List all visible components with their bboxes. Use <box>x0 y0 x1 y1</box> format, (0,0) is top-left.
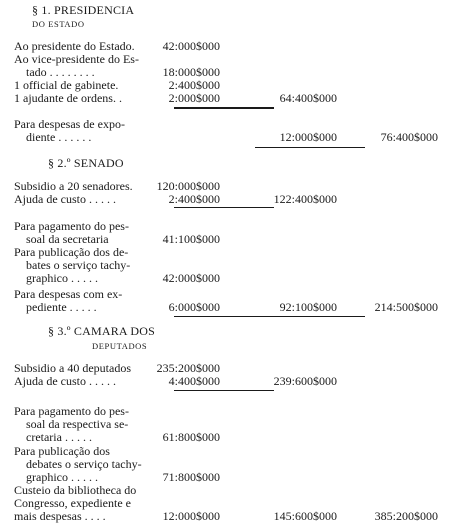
sum-rule <box>174 390 274 391</box>
row-label: diente . . . . . . <box>26 130 92 144</box>
amount-col1: 41:100$000 <box>162 232 220 246</box>
section-1-title: § 1. PRESIDENCIA <box>32 3 135 17</box>
amount-col2: 12:000$000 <box>279 130 337 144</box>
row-label: graphico . . . . . <box>26 271 98 285</box>
row-label: 1 ajudante de ordens. . <box>14 91 122 105</box>
amount-col1: 18:000$000 <box>162 65 220 79</box>
row-label: debates o serviço tachy- <box>26 457 142 471</box>
amount-col2: 145:600$000 <box>273 509 337 523</box>
amount-col1: 6:000$000 <box>168 300 220 314</box>
amount-col1: 2:400$000 <box>168 78 220 92</box>
row-label: soal da respectiva se- <box>26 417 129 431</box>
amount-col1: 4:400$000 <box>168 374 220 388</box>
amount-col1: 235:200$000 <box>156 361 220 375</box>
amount-col3: 214:500$000 <box>374 300 438 314</box>
sum-rule <box>174 107 274 109</box>
row-label: Ao vice-presidente do Es- <box>14 52 139 66</box>
row-label: Ajuda de custo . . . . . <box>14 192 116 206</box>
row-label: Para despesas com ex- <box>14 287 123 301</box>
section-2-title: § 2.º SENADO <box>48 156 124 170</box>
row-label: graphico . . . . . <box>26 470 98 484</box>
sum-rule <box>174 207 274 208</box>
row-label: 1 official de gabinete. <box>14 78 119 92</box>
row-label: mais despesas . . . . <box>14 509 106 523</box>
section-3-title-2: DEPUTADOS <box>92 341 148 351</box>
row-label: Para publicação dos <box>14 444 110 458</box>
row-label: Congresso, expediente e <box>14 496 131 510</box>
row-label: Para despesas de expo- <box>14 117 125 131</box>
amount-col2: 122:400$000 <box>273 192 337 206</box>
sum-rule <box>255 316 365 317</box>
section-3-title: § 3.º CAMARA DOS <box>48 324 155 338</box>
amount-col1: 120:000$000 <box>156 179 220 193</box>
amount-col1: 61:800$000 <box>162 430 220 444</box>
sum-rule <box>255 147 365 148</box>
amount-col1: 42:000$000 <box>162 271 220 285</box>
row-label: Subsidio a 20 senadores. <box>14 179 133 193</box>
amount-col2: 239:600$000 <box>273 374 337 388</box>
row-label: Ao presidente do Estado. <box>14 39 135 53</box>
row-label: Subsidio a 40 deputados <box>14 361 131 375</box>
row-label: tado . . . . . . . . <box>26 65 95 79</box>
section-1-title-2: DO ESTADO <box>32 19 85 29</box>
row-label: bates o serviço tachy- <box>26 258 131 272</box>
amount-col2: 92:100$000 <box>279 300 337 314</box>
row-label: pediente . . . . . <box>26 300 97 314</box>
amount-col1: 2:000$000 <box>168 91 220 105</box>
amount-col3: 385:200$000 <box>374 509 438 523</box>
amount-col1: 42:000$000 <box>162 39 220 53</box>
row-label: Ajuda de custo . . . . . <box>14 374 116 388</box>
row-label: cretaria . . . . . <box>26 430 92 444</box>
amount-col1: 12:000$000 <box>162 509 220 523</box>
row-label: Para pagamento do pes- <box>14 219 129 233</box>
amount-col3: 76:400$000 <box>380 130 438 144</box>
row-label: Para publicação dos de- <box>14 245 129 259</box>
amount-col1: 2:400$000 <box>168 192 220 206</box>
row-label: Custeio da bibliotheca do <box>14 483 137 497</box>
amount-col2: 64:400$000 <box>279 91 337 105</box>
row-label: soal da secretaria <box>26 232 109 246</box>
amount-col1: 71:800$000 <box>162 470 220 484</box>
row-label: Para pagamento do pes- <box>14 404 129 418</box>
